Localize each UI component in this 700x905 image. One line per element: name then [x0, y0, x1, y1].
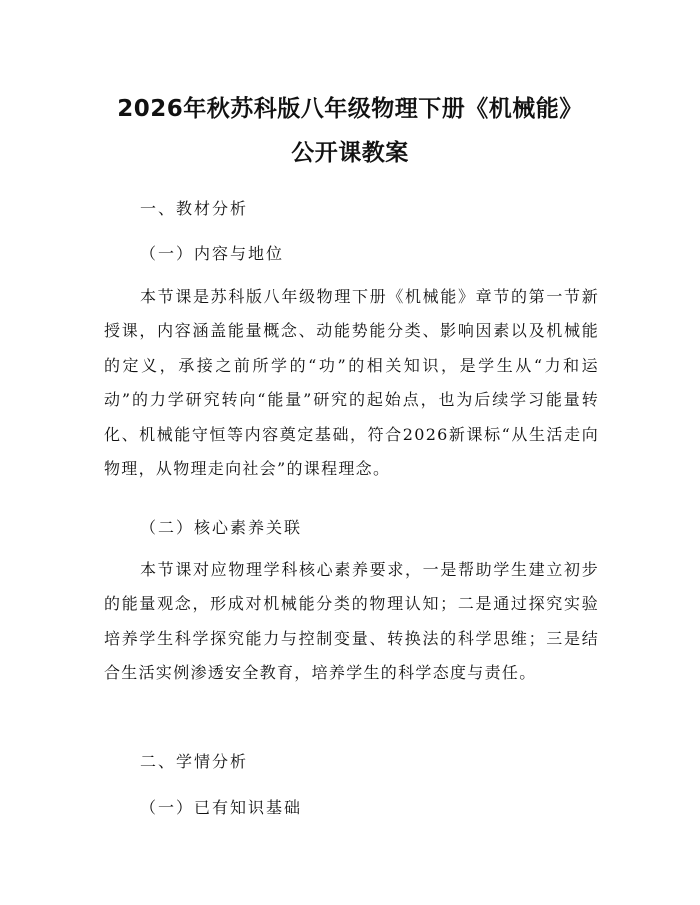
subsection-heading-core-literacy: （二）核心素养关联	[140, 518, 303, 537]
subsection-heading-content-position: （一）内容与地位	[140, 244, 285, 263]
section-heading-textbook-analysis: 一、教材分析	[140, 199, 249, 218]
paragraph-core-literacy: 本节课对应物理学科核心素养要求，一是帮助学生建立初步的能量观念，形成对机械能分类的物理认知；二是通过探究实验培养学生科学探究能力与控制变量、转换法的科学思维；三是结合生活实例渗透安全教育，培养学生的科学态度与责任。	[104, 560, 599, 683]
document-title-line-1: 2026年秋苏科版八年级物理下册《机械能》	[117, 96, 583, 122]
subsection-heading-prior-knowledge: （一）已有知识基础	[140, 798, 303, 817]
paragraph-content-position: 本节课是苏科版八年级物理下册《机械能》章节的第一节新授课，内容涵盖能量概念、动能势能分类、影响因素以及机械能的定义，承接之前所学的“功”的相关知识，是学生从“力和运动”的力学研究转向“能量”研究的起始点，也为后续学习能量转化、机械能守恒等内容奠定基础，符合2026新课标“从生活走向物理，从物理走向社会”的课程理念。	[104, 287, 599, 479]
section-heading-student-analysis: 二、学情分析	[140, 752, 249, 771]
document-title-line-2: 公开课教案	[291, 140, 409, 166]
